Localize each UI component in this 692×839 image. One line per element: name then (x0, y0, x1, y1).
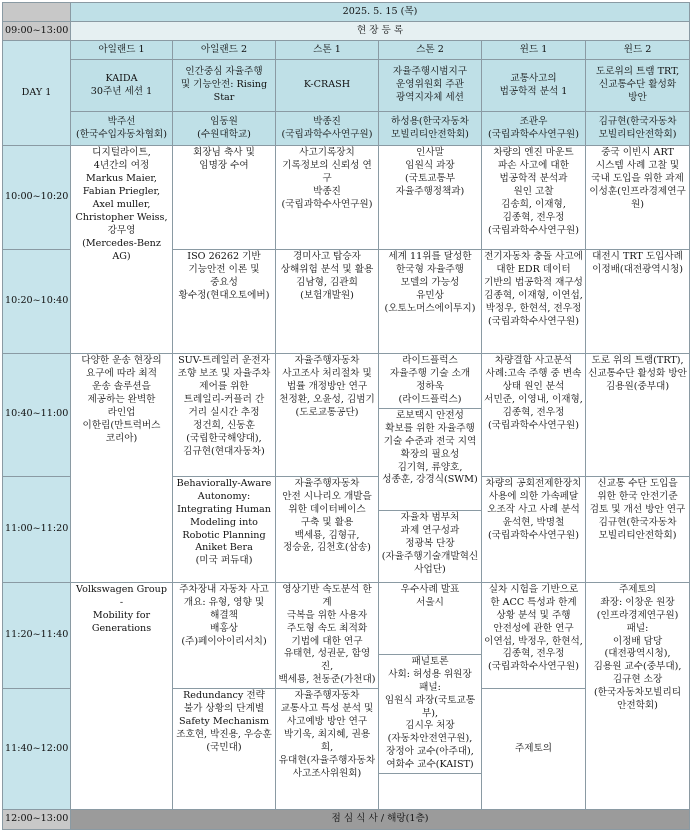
text-line: (자율주행기술개발혁신 (381, 550, 479, 562)
text-line: 거리 실시간 추정 (188, 406, 260, 418)
text-line: 광역지자체 세션 (396, 91, 464, 103)
text-line: 주차장내 자동차 사고 (179, 583, 269, 595)
text-line: 사고조사위원회) (292, 767, 362, 779)
text-line: 운송 솔루션을 (92, 380, 151, 392)
session-chair (173, 112, 276, 146)
text-line: 김규현(현대자동차) (183, 445, 265, 457)
text-line: 김규현(한국자동차 (598, 516, 677, 528)
talk-cell (586, 146, 690, 250)
text-line: 상태 원인 분석 (502, 380, 565, 392)
registration-label: 현 장 등 록 (71, 22, 690, 41)
room-name: 윈드 2 (586, 41, 690, 60)
talk-cell (482, 582, 586, 689)
text-line: 30주년 세션 1 (90, 85, 153, 97)
text-line: 코리아) (105, 432, 138, 444)
talk-cell (586, 250, 690, 354)
session-title (276, 60, 379, 112)
text-line: 김종혁, 전우정 (502, 406, 565, 418)
time-slot: 10:20~10:40 (3, 250, 71, 354)
text-line: 이한림(만트럭버스 (82, 419, 161, 431)
text-line: 경미사고 탑승자 (293, 251, 361, 262)
text-line: Robotic Planning (182, 529, 266, 541)
talk-cell (173, 250, 276, 354)
text-line: 김종혁, 전우정 (502, 211, 565, 223)
text-line: 신교통수단 활성화 방안 (588, 367, 687, 379)
text-line: 유민상 (416, 289, 444, 301)
talk-cell (276, 476, 379, 582)
text-line: (국립과학수사연구원) (488, 128, 579, 140)
text-line: 박종진 (313, 115, 341, 127)
text-line: (보험개발원) (300, 289, 354, 301)
day-label: DAY 1 (3, 41, 71, 146)
session-chair (379, 112, 482, 146)
talk-cell (276, 250, 379, 354)
text-line: 한국형 자율주행 (396, 263, 464, 275)
room-name: 스톤 2 (379, 41, 482, 60)
text-line: KAIDA (105, 72, 138, 84)
text-line: 이성훈(인프라경제연구원) (589, 185, 686, 210)
text-line: (국립과학수사연구원) (488, 315, 579, 327)
text-line: 디지털라이트, (92, 147, 151, 158)
text-line: 이정배 담당 (612, 635, 663, 647)
talk-cell (482, 476, 586, 582)
session-chair (276, 112, 379, 146)
talk-cell (276, 582, 379, 689)
text-line: 김시우 처장 (405, 720, 455, 732)
text-line: 중요성 (210, 276, 238, 288)
text-line: 대한 EDR 데이터 (496, 263, 571, 275)
text-line: 주도형 속도 최적화 (286, 622, 368, 634)
text-line: 박종진 (313, 185, 341, 197)
text-line: 확보를 위한 자율주행 (385, 422, 475, 434)
text-line: 제어를 위한 (199, 380, 249, 392)
text-line: 유대현(자율주행자동차 (278, 754, 376, 766)
text-line: 상해위험 분석 및 활용 (280, 263, 374, 275)
text-line: ISO 26262 기반 (187, 251, 261, 262)
text-line: 김송희, 이재형, (501, 198, 566, 210)
session-title (379, 60, 482, 112)
text-line: 김용원(중부대) (605, 380, 670, 392)
text-line: Mobility for (92, 609, 151, 621)
text-line: 자율차 범부처 (400, 511, 460, 523)
time-slot: 11:40~12:00 (3, 689, 71, 810)
text-line: 모델의 가능성 (400, 276, 460, 288)
text-line: 기술 수준과 전국 지역 (383, 435, 477, 447)
text-line: (국립한국해양대), (186, 432, 262, 444)
text-line: 임원식 과장 (405, 159, 455, 171)
text-line: 해결책 (210, 609, 238, 621)
text-line: K-CRASH (303, 79, 351, 91)
text-line: 다양한 운송 현장의 (81, 355, 162, 366)
talk-cell (379, 510, 482, 582)
text-line: 제공하는 완벽한 (87, 393, 156, 405)
talk-cell (482, 689, 586, 810)
text-line: Fabian Priegler, (82, 185, 161, 197)
text-line: 사용에 의한 가속페달 (488, 490, 579, 502)
text-line: Redundancy 전략 (183, 690, 265, 702)
time-slot: 11:00~11:20 (3, 476, 71, 582)
text-line: 정건희, 신동훈 (193, 419, 255, 431)
text-line: 주제토의 (514, 742, 553, 754)
talk-cell (586, 354, 690, 477)
text-line: 시스템 사례 고찰 및 (595, 159, 680, 171)
text-line: 기법에 대한 연구 (291, 635, 363, 647)
text-line: 교통사고의 (510, 72, 557, 84)
text-line: 사업단) (414, 563, 446, 575)
talk-cell (71, 582, 173, 809)
text-line: 확장의 필요성 (400, 448, 460, 460)
text-line: 정승윤, 김천호(삼송) (283, 542, 371, 554)
text-line: 김종혁, 전우정 (502, 648, 565, 660)
text-line: (국립과학수사연구원) (488, 419, 579, 431)
text-line: 전기자동차 충돌 사고에 (484, 251, 583, 262)
text-line: 법공학적 분석 1 (499, 85, 568, 97)
text-line: 김기혁, 류양호, (397, 461, 463, 473)
talk-cell (379, 250, 482, 354)
text-line: (한국수입자동차협회) (76, 128, 167, 140)
text-line: 구축 및 활용 (300, 516, 354, 528)
text-line: 한 ACC 특성과 한계 (490, 596, 577, 608)
text-line: 패널토론 (411, 655, 449, 667)
text-line: 좌장: 이창운 원장 (600, 596, 675, 608)
text-line: 인사말 (416, 147, 444, 158)
talk-cell (586, 476, 690, 582)
text-line: Axel muller, (92, 198, 151, 210)
text-line: 이연섭, 박정우, 한현석, (484, 635, 583, 647)
text-line: 정하욱 (416, 380, 444, 392)
talk-cell (71, 146, 173, 354)
text-line: 조향 보조 및 자율주차 (177, 367, 271, 379)
text-line: 도로위의 트램 TRT, (595, 66, 680, 78)
talk-cell (379, 354, 482, 409)
text-line: 영상기반 속도분석 한계 (282, 583, 372, 608)
talk-cell (173, 689, 276, 810)
talk-cell (379, 146, 482, 250)
text-line: (인프라경제연구원) (596, 609, 679, 621)
text-line: 김종혁, 이재형, 이연섭, (484, 289, 583, 301)
talk-cell (586, 582, 690, 809)
session-chair (482, 112, 586, 146)
text-line: (국민대) (206, 742, 242, 753)
session-title (482, 60, 586, 112)
text-line: Christopher Weiss, (75, 211, 168, 223)
text-line: 교통사고 특성 분석 및 (280, 703, 374, 715)
text-line: 우수사례 발표 (400, 583, 460, 595)
text-line: 사고예방 방안 연구 (286, 716, 368, 728)
text-line: 회장님 축사 및 (193, 147, 255, 158)
text-line: (주)페이아이리서치) (181, 635, 267, 647)
text-line: 도로 위의 트램(TRT), (591, 355, 684, 366)
talk-cell (379, 408, 482, 510)
text-line: (오토노머스에이투지) (384, 302, 476, 314)
text-line: 자율주행자동차 (294, 690, 360, 702)
text-line: 안전 시나리오 개발을 (282, 490, 372, 502)
talk-cell (482, 250, 586, 354)
text-line: 김규현(한국자동차 (598, 115, 677, 127)
session-title (173, 60, 276, 112)
text-line: 강무영 (107, 224, 136, 236)
text-line: 주제토의 (618, 583, 657, 595)
text-line: (국토교통부 (404, 172, 456, 184)
text-line: 기록정보의 신뢰성 연구 (282, 159, 372, 184)
text-line: 법률 개정방안 연구 (286, 380, 368, 392)
text-line: 이정배(대전광역시청) (592, 263, 683, 275)
text-line: (국립과학수사연구원) (281, 198, 373, 210)
text-line: 세계 11위를 달성한 (388, 251, 472, 262)
text-line: 4년간의 여정 (93, 159, 150, 171)
text-line: 상황 분석 및 주행 (496, 609, 571, 621)
text-line: 성종훈, 강경식(SWM) (382, 474, 478, 486)
text-line: 대전시 TRT 도입사례 (592, 251, 683, 262)
text-line: Generations (91, 622, 152, 634)
text-line: 방안 (628, 91, 647, 103)
text-line: (대전광역시청), (604, 648, 671, 660)
text-line: 국내 도입을 위한 과제 (591, 172, 684, 184)
text-line: 백세룡, 천동준(가천대) (278, 674, 376, 686)
lunch-time: 12:00~13:00 (3, 810, 71, 830)
talk-cell (173, 476, 276, 582)
text-line: 원인 고찰 (513, 185, 554, 197)
text-line: 박주선 (107, 115, 136, 127)
text-line: 위한 데이터베이스 (288, 503, 366, 515)
text-line: 패널: (419, 681, 441, 693)
text-line: 트레일리-커플러 간 (183, 393, 265, 405)
text-line: 임원식 과장(국토교통부), (384, 694, 476, 719)
text-line: (Mercedes-Benz (82, 237, 161, 249)
session-title (586, 60, 690, 112)
text-line: 자율주행시범지구 (392, 66, 468, 78)
text-line: 백세룡, 김형규, (294, 529, 360, 541)
text-line: (국립과학수사연구원) (488, 224, 579, 236)
conference-schedule (2, 2, 690, 830)
text-line: 중국 이빈시 ART (601, 147, 674, 158)
text-line: 패널: (626, 622, 649, 634)
text-line: 윤석현, 박명철 (502, 516, 565, 528)
lunch-label: 점 심 식 사 / 해랑(1층) (71, 810, 690, 830)
text-line: 과제 연구성과 (400, 524, 460, 536)
text-line: 위한 한국 안전기준 (597, 490, 678, 502)
text-line: 기능안전 이론 및 (188, 263, 260, 275)
text-line: 요구에 따라 최적 (86, 367, 157, 379)
text-line: 안전성에 관한 연구 (493, 622, 574, 634)
text-line: 모빌리티안전학회) (598, 128, 677, 140)
text-line: 극복을 위한 사용자 (286, 609, 368, 621)
text-line: Behaviorally-Aware (176, 477, 272, 489)
text-line: (국립과학수사연구원) (488, 661, 579, 673)
talk-cell (482, 146, 586, 250)
text-line: 서민준, 이영내, 이재형, (484, 393, 583, 405)
text-line: 모빌리티안전학회) (391, 128, 469, 140)
text-line: 운영위원회 주관 (396, 79, 464, 91)
text-line: 하성용(한국자동차 (391, 115, 469, 127)
talk-cell (379, 654, 482, 773)
text-line: 정광복 단장 (405, 537, 455, 549)
text-line: 자율주행자동차 (294, 477, 360, 489)
room-name: 아일랜드 2 (173, 41, 276, 60)
text-line: 조호현, 박진용, 우승훈 (176, 729, 272, 741)
text-line: (수원대학교) (197, 128, 251, 140)
talk-cell (482, 354, 586, 477)
talk-cell (276, 354, 379, 477)
text-line: 임동원 (210, 115, 238, 127)
text-line: 황수정(현대오토에버) (178, 289, 270, 301)
talk-cell (173, 582, 276, 689)
text-line: 서울시 (416, 596, 444, 608)
talk-cell (173, 146, 276, 250)
text-line: 파손 사고에 대한 (498, 159, 569, 171)
text-line: 안전학회) (617, 700, 658, 712)
text-line: 실차 시험을 기반으로 (488, 583, 579, 595)
text-line: 기반의 법공학적 재구성 (484, 276, 583, 288)
time-slot: 10:00~10:20 (3, 146, 71, 250)
text-line: 박정우, 한현석, 전우정 (485, 302, 582, 314)
text-line: 및 기능안전: Rising (180, 79, 268, 91)
text-line: Modeling into (190, 516, 258, 528)
talk-cell (276, 146, 379, 250)
room-name: 스톤 1 (276, 41, 379, 60)
text-line: 모빌리티안전학회) (598, 529, 677, 541)
text-line: 불가 상황의 단계별 (183, 703, 265, 715)
text-line: 차량결함 사고분석 (494, 355, 573, 366)
text-line: Star (213, 91, 235, 103)
text-line: 로보택시 안전성 (396, 409, 464, 421)
text-line: Markus Maier, (86, 172, 157, 184)
text-line: AG) (112, 250, 131, 262)
text-line: 자율주행정책과) (395, 185, 465, 197)
schedule-date: 2025. 5. 15 (목) (71, 3, 690, 22)
text-line: 박기욱, 최지혜, 권용희, (283, 729, 371, 753)
text-line: (자동차안전연구원), (387, 733, 473, 745)
text-line: 오조작 사고 사례 분석 (487, 503, 580, 515)
talk-cell (276, 689, 379, 810)
text-line: (국립과학수사연구원) (488, 529, 579, 541)
text-line: 자율주행 기술 소개 (389, 367, 471, 379)
time-slot: 11:20~11:40 (3, 582, 71, 689)
blank-corner (3, 3, 71, 22)
text-line: Aniket Bera (195, 542, 253, 554)
session-chair (71, 112, 173, 146)
text-line: 조관우 (519, 115, 548, 127)
talk-cell (173, 354, 276, 477)
text-line: 신교통 수단 도입을 (597, 477, 678, 489)
room-name: 윈드 1 (482, 41, 586, 60)
text-line: 사고조사 처리절차 및 (282, 367, 372, 379)
text-line: Autonomy: (197, 490, 251, 502)
text-line: 라이드플럭스 (402, 355, 458, 366)
text-line: 검토 및 개선 방안 연구 (589, 503, 686, 515)
text-line: 장정아 교수(아주대), (386, 746, 474, 758)
text-line: (라이드플럭스) (398, 393, 462, 405)
registration-time: 09:00~13:00 (3, 22, 71, 41)
text-line: 법공학적 분석과 (499, 172, 568, 184)
text-line: (국립과학수사연구원) (281, 128, 373, 140)
text-line: 여화수 교수(KAIST) (386, 759, 474, 771)
text-line: 자율주행자동차 (294, 355, 360, 366)
text-line: Safety Mechanism (179, 716, 269, 728)
session-chair (586, 112, 690, 146)
text-line: 김남형, 김관희 (296, 276, 358, 288)
talk-cell (379, 582, 482, 654)
text-line: 차량의 공회전제한장치 (485, 477, 582, 489)
text-line: 신교통수단 활성화 (598, 79, 677, 91)
text-line: (도로교통공단) (295, 406, 359, 418)
text-line: 임명장 수여 (199, 159, 249, 171)
text-line: 유태현, 성권문, 함영진, (283, 648, 371, 673)
text-line: 천정환, 오윤성, 김범기 (279, 393, 375, 405)
room-name: 아일랜드 1 (71, 41, 173, 60)
time-slot: 10:40~11:00 (3, 354, 71, 477)
talk-cell (71, 354, 173, 583)
text-line: 배홍상 (210, 622, 238, 634)
text-line: Integrating Human (177, 503, 271, 515)
text-line: 개요: 유형, 영향 및 (183, 596, 265, 608)
text-line: 사회: 허성용 위원장 (388, 668, 472, 680)
text-line: 인간중심 자율주행 (185, 66, 263, 78)
session-title (71, 60, 173, 112)
text-line: 라인업 (107, 406, 136, 418)
text-line: SUV-트레일러 운전자 (178, 355, 270, 366)
text-line: Volkswagen Group - (76, 583, 167, 608)
text-line: 차량의 엔진 마운트 (493, 147, 574, 158)
text-line: (한국자동차모빌리티 (593, 687, 682, 699)
text-line: 김규현 소장 (612, 674, 663, 686)
text-line: 사고기록장치 (299, 147, 355, 158)
text-line: 사례:고속 주행 중 변속 (485, 367, 582, 379)
text-line: 김용원 교수(중부대), (593, 661, 682, 673)
text-line: (미국 퍼듀대) (195, 555, 253, 567)
